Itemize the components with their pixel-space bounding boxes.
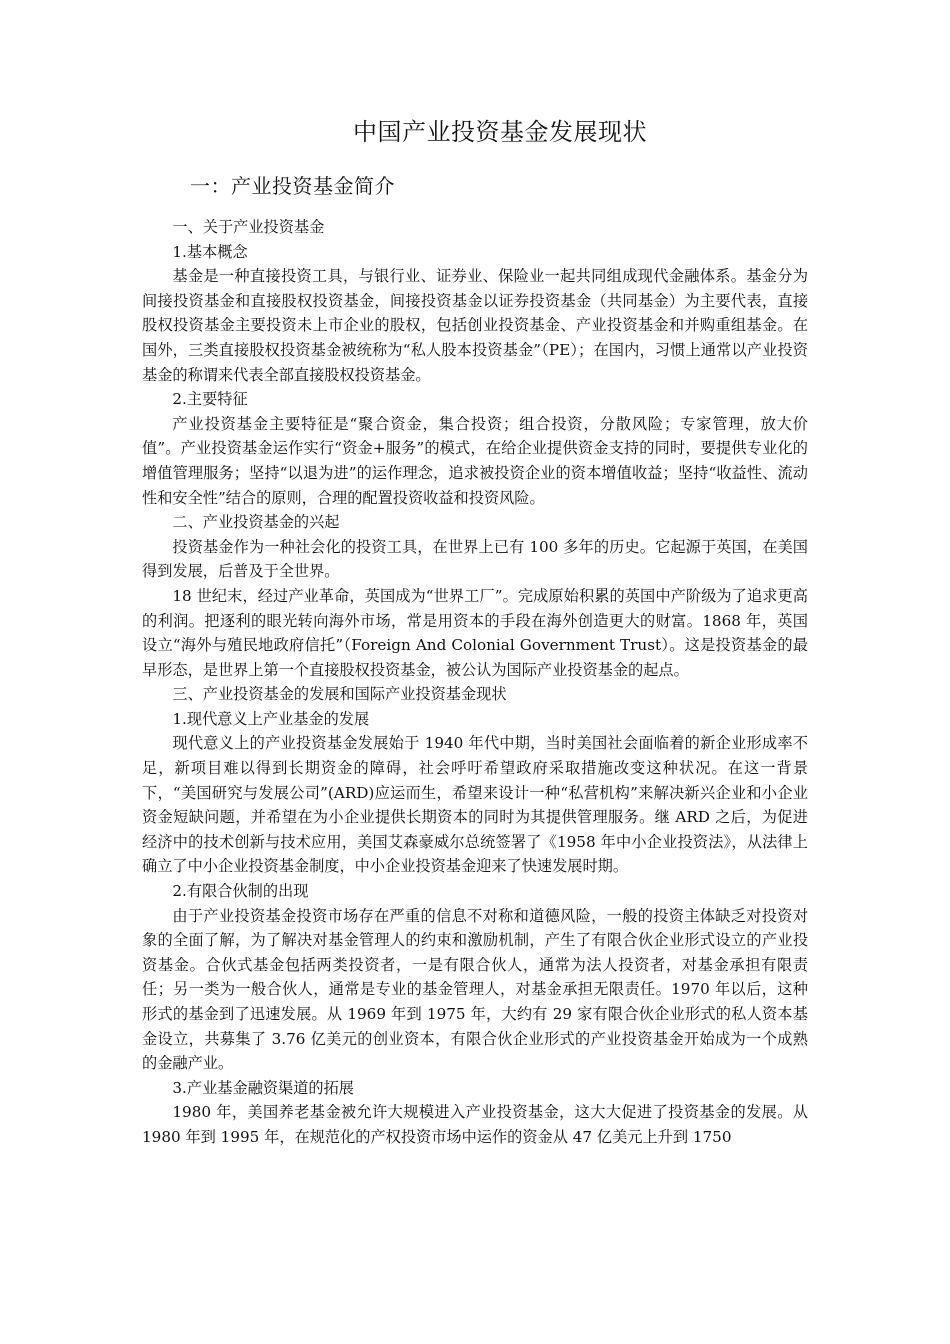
heading-rise-of-fund: 二、产业投资基金的兴起	[172, 513, 340, 532]
subheading-modern-development: 1.现代意义上产业基金的发展	[172, 709, 370, 728]
subheading-main-features: 2.主要特征	[172, 390, 248, 409]
document-body	[142, 215, 808, 1150]
paragraph-financing-channels: 1980 年，美国养老基金被允许大规模进入产业投资基金，这大大促进了投资基金的发展。从 1980 年到 1995 年，在规范化的产权投资市场中运作的资金从 47 亿美元上升到 1750	[142, 1103, 808, 1146]
subheading-basic-concept: 1.基本概念	[172, 242, 248, 261]
document-title: 中国产业投资基金发展现状	[353, 118, 647, 146]
paragraph-modern-development: 现代意义上的产业投资基金发展始于 1940 年代中期，当时美国社会面临着的新企业形成率不足，新项目难以得到长期资金的障碍，社会呼吁希望政府采取措施改变这种状况。在这一背景下，“美国研究与发展公司”(ARD)应运而生，希望来设计一种“私营机构”来解决新兴企业和小企业资金短缺问题，并希望在为小企业提供长期资本的同时为其提供管理服务。继 ARD 之后，为促进经济中的技术创新与技术应用，美国艾森豪威尔总统签署了《1958 年中小企业投资法》，从法律上确立了中小企业投资基金制度，中小企业投资基金迎来了快速发展时期。	[142, 734, 808, 876]
heading-about-fund: 一、关于产业投资基金	[172, 218, 325, 236]
paragraph-main-features: 产业投资基金主要特征是“聚合资金，集合投资；组合投资，分散风险；专家管理，放大价值”。产业投资基金运作实行“资金+服务”的模式，在给企业提供资金支持的同时，要提供专业化的增值管理服务；坚持“以退为进”的运作理念，追求被投资企业的资本增值收益；坚持“收益性、流动性和安全性”结合的原则，合理的配置投资收益和投资风险。	[142, 414, 808, 507]
paragraph-limited-partnership: 由于产业投资基金投资市场存在严重的信息不对称和道德风险，一般的投资主体缺乏对投资对象的全面了解，为了解决对基金管理人的约束和激励机制，产生了有限合伙企业形式设立的产业投资基金。合伙式基金包括两类投资者，一是有限合伙人，通常为法人投资者，对基金承担有限责任；另一类为一般合伙人，通常是专业的基金管理人，对基金承担无限责任。1970 年以后，这种形式的基金到了迅速发展。从 1969 年到 1975 年，大约有 29 家有限合伙企业形式的私人资本基金设立，共募集了 3.76 亿美元的创业资本，有限合伙企业形式的产业投资基金开始成为一个成熟的金融产业。	[142, 906, 808, 1073]
section-title: 一：产业投资基金简介	[190, 174, 395, 198]
paragraph-fund-history: 投资基金作为一种社会化的投资工具，在世界上已有 100 多年的历史。它起源于英国，在美国得到发展，后普及于全世界。	[142, 537, 808, 581]
paragraph-18th-century: 18 世纪末，经过产业革命，英国成为“世界工厂”。完成原始积累的英国中产阶级为了追求更高的利润。把逐利的眼光转向海外市场，常是用资本的手段在海外创造更大的财富。1868 年，英国设立“海外与殖民地政府信托”（Foreign And Colonial Government Trust）。这是投资基金的最早形态，是世界上第一个直接股权投资基金，被公认为国际产业投资基金的起点。	[142, 586, 808, 679]
paragraph-basic-concept: 基金是一种直接投资工具，与银行业、证券业、保险业一起共同组成现代金融体系。基金分为间接投资基金和直接股权投资基金，间接投资基金以证券投资基金（共同基金）为主要代表，直接股权投资基金主要投资未上市企业的股权，包括创业投资基金、产业投资基金和并购重组基金。在国外，三类直接股权投资基金被统称为“私人股本投资基金”（PE）；在国内，习惯上通常以产业投资基金的称谓来代表全部直接股权投资基金。	[142, 267, 808, 384]
subheading-financing-channels: 3.产业基金融资渠道的拓展	[172, 1078, 354, 1097]
heading-development-status: 三、产业投资基金的发展和国际产业投资基金现状	[172, 685, 507, 704]
subheading-limited-partnership: 2.有限合伙制的出现	[172, 882, 309, 901]
